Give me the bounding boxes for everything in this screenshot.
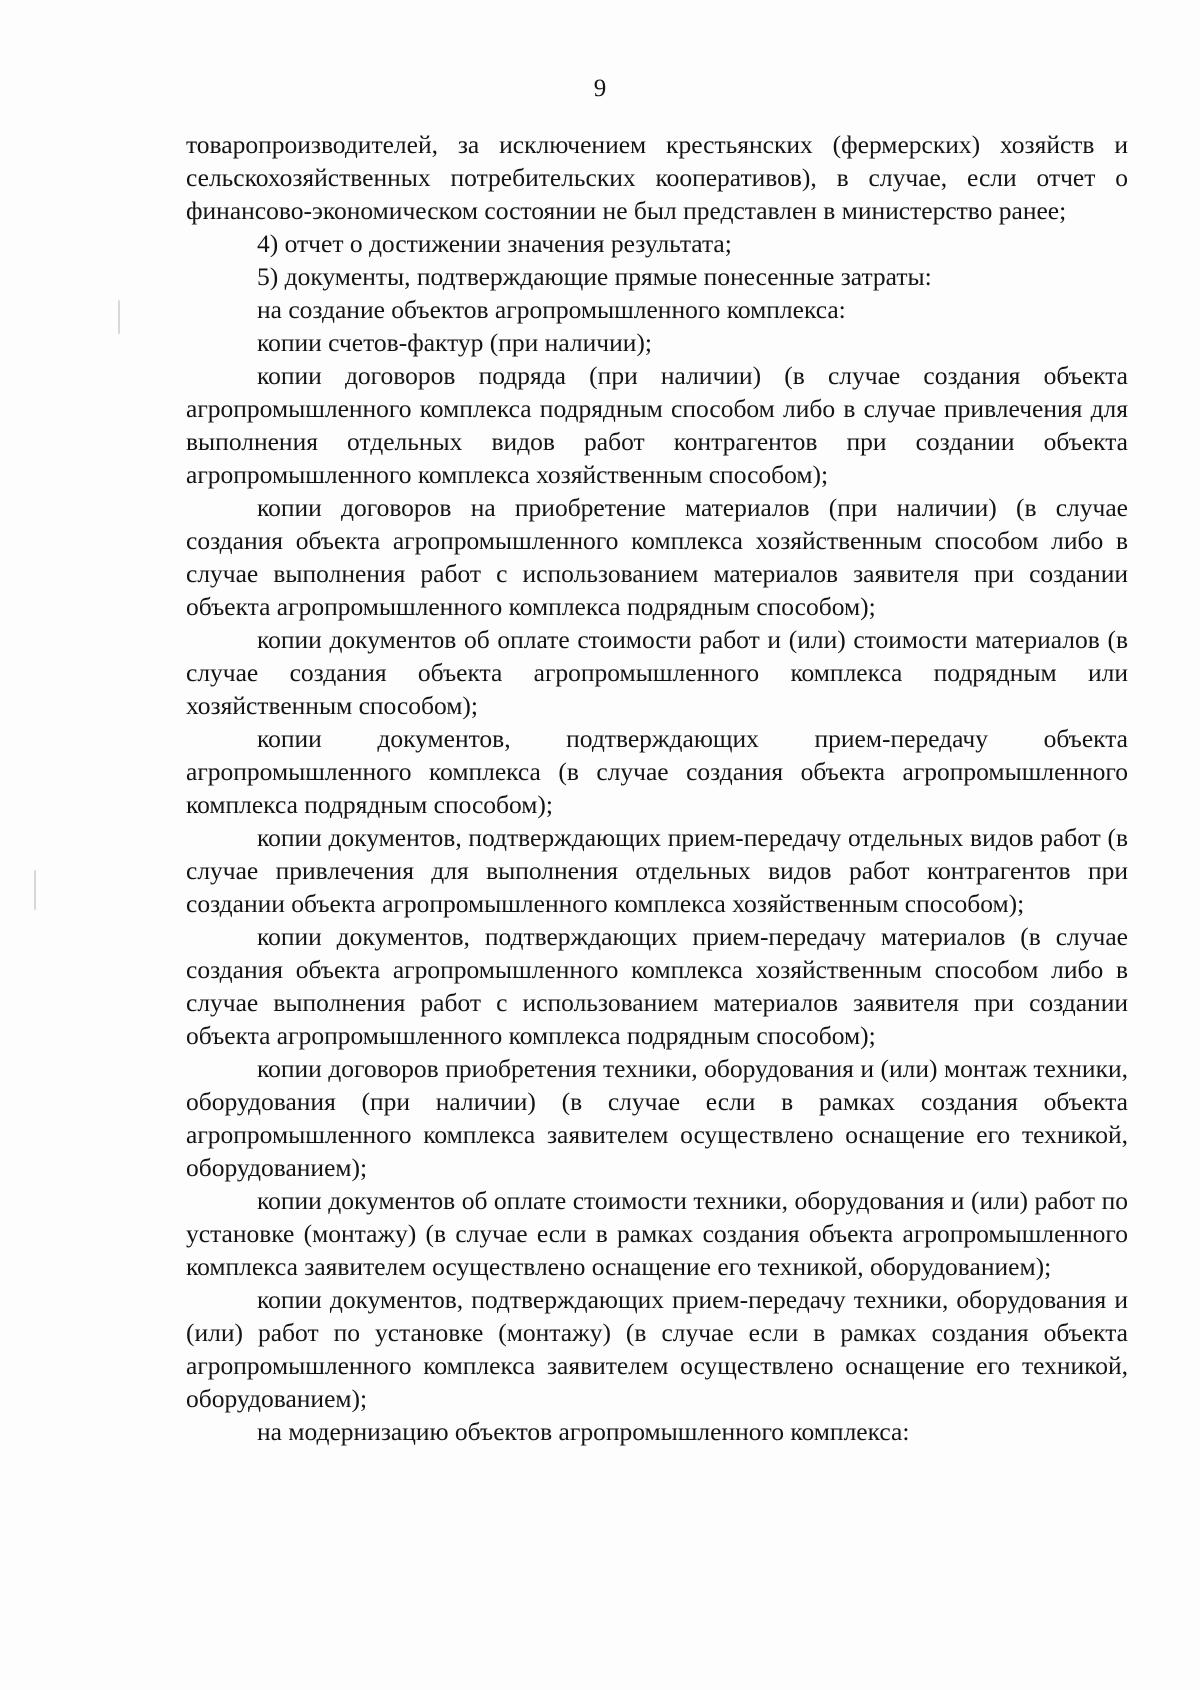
paragraph: копии договоров подряда (при наличии) (в случае создания объекта агропромышленного комплекса подрядным способом либо в случае привлечения для выполнения отдельных видов работ контрагентов при создании объекта агропромышленного комплекса хозяйственным способом); xyxy=(186,361,1128,489)
paragraph: копии документов, подтверждающих прием-передачу техники, оборудования и (или) работ по установке (монтажу) (в случае если в рамках создания объекта агропромышленного комплекса заявителем осуществлено оснащение его техникой, оборудованием); xyxy=(186,1285,1128,1413)
scan-edge-mark xyxy=(34,870,36,910)
list-item: 5) документы, подтверждающие прямые понесенные затраты: xyxy=(257,262,932,291)
scan-edge-mark xyxy=(118,300,120,334)
page-number: 9 xyxy=(593,75,607,102)
paragraph: копии счетов-фактур (при наличии); xyxy=(257,328,652,357)
paragraph: копии договоров на приобретение материалов (при наличии) (в случае создания объекта агропромышленного комплекса хозяйственным способом либо в случае выполнения работ с использованием материалов заявителя при создании объекта агропромышленного комплекса подрядным способом); xyxy=(186,493,1128,621)
paragraph: копии договоров приобретения техники, оборудования и (или) монтаж техники, оборудования (при наличии) (в случае если в рамках создания объекта агропромышленного комплекса заявителем осуществлено оснащение его техникой, оборудованием); xyxy=(186,1054,1128,1182)
paragraph: копии документов, подтверждающих прием-передачу отдельных видов работ (в случае привлечения для выполнения отдельных видов работ контрагентов при создании объекта агропромышленного комплекса хозяйственным способом); xyxy=(186,823,1128,918)
paragraph: копии документов, подтверждающих прием-передачу материалов (в случае создания объекта агропромышленного комплекса хозяйственным способом либо в случае выполнения работ с использованием материалов заявителя при создании объекта агропромышленного комплекса подрядным способом); xyxy=(186,922,1128,1050)
paragraph: копии документов, подтверждающих прием-передачу объекта агропромышленного комплекса (в случае создания объекта агропромышленного комплекса подрядным способом); xyxy=(186,724,1128,819)
subheading: на создание объектов агропромышленного комплекса: xyxy=(257,295,846,324)
paragraph: копии документов об оплате стоимости работ и (или) стоимости материалов (в случае создания объекта агропромышленного комплекса подрядным или хозяйственным способом); xyxy=(186,625,1128,720)
document-body xyxy=(186,128,1128,1448)
paragraph: копии документов об оплате стоимости техники, оборудования и (или) работ по установке (монтажу) (в случае если в рамках создания объекта агропромышленного комплекса заявителем осуществлено оснащение его техникой, оборудованием); xyxy=(186,1186,1128,1281)
list-item: 4) отчет о достижении значения результата; xyxy=(257,229,732,258)
subheading: на модернизацию объектов агропромышленного комплекса: xyxy=(257,1417,910,1446)
paragraph: товаропроизводителей, за исключением крестьянских (фермерских) хозяйств и сельскохозяйственных потребительских кооперативов), в случае, если отчет о финансово-экономическом состоянии не был представлен в министерство ранее; xyxy=(186,130,1128,225)
